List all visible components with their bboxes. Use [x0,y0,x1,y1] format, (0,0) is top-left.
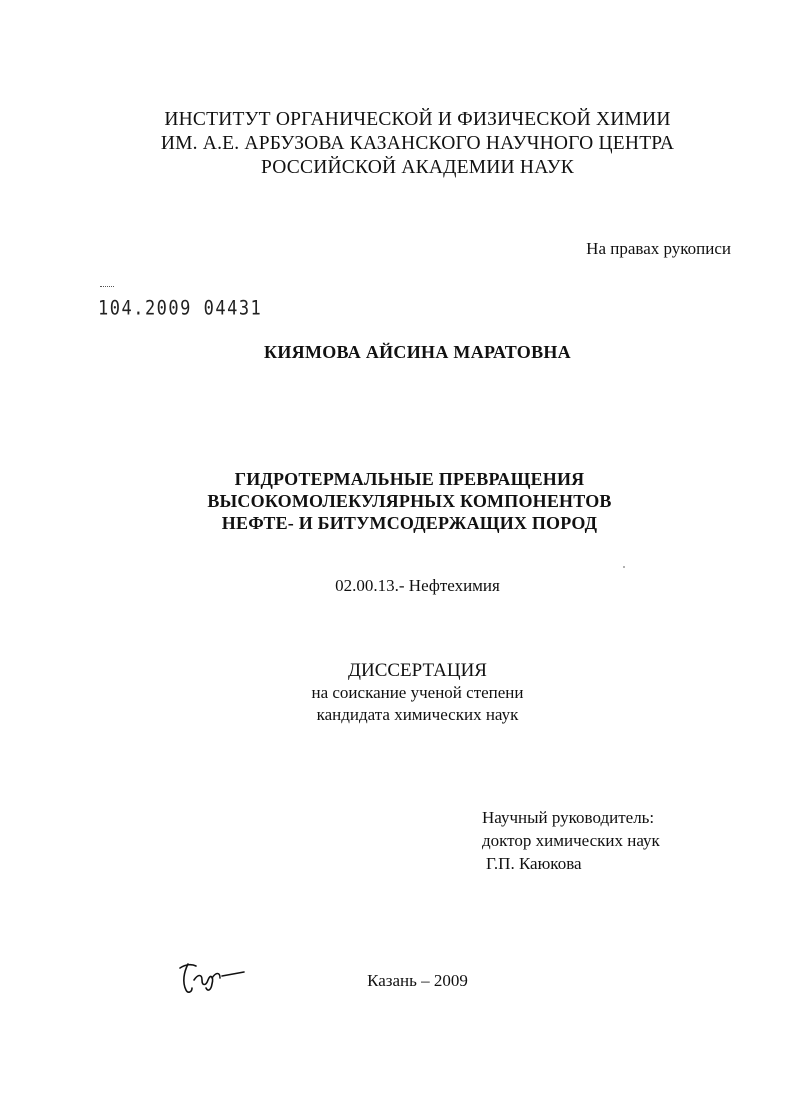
dissertation-line-1: на соискание ученой степени [311,683,524,702]
institute-line-2: ИМ. А.Е. АРБУЗОВА КАЗАНСКОГО НАУЧНОГО ЦЕНТРА [160,133,675,154]
dissertation-heading: ДИССЕРТАЦИЯ [348,660,487,681]
stamp-number: 104.2009 04431 [98,297,263,321]
institute-line-3: РОССИЙСКОЙ АКАДЕМИИ НАУК [261,157,574,178]
title-line-3: НЕФТЕ- И БИТУМСОДЕРЖАЩИХ ПОРОД [221,513,598,533]
institute-header [18,108,799,180]
specialty-code: 02.00.13.- Нефтехимия [335,576,500,595]
supervisor-degree: доктор химических наук [482,831,660,850]
scan-speck [623,566,625,568]
author-name: КИЯМОВА АЙСИНА МАРАТОВНА [264,342,571,362]
title-line-2: ВЫСОКОМОЛЕКУЛЯРНЫХ КОМПОНЕНТОВ [207,491,612,511]
supervisor-block [482,806,660,875]
institute-line-1: ИНСТИТУТ ОРГАНИЧЕСКОЙ И ФИЗИЧЕСКОЙ ХИМИИ [164,109,671,130]
city-year: Казань – 2009 [367,971,468,990]
supervisor-label: Научный руководитель: [482,808,655,827]
stamp-mark [100,286,114,290]
dissertation-title [10,468,799,534]
dissertation-info [18,659,799,726]
title-line-1: ГИДРОТЕРМАЛЬНЫЕ ПРЕВРАЩЕНИЯ [234,469,585,489]
supervisor-name: Г.П. Каюкова [486,854,582,873]
dissertation-line-2: кандидата химических наук [316,705,519,724]
rights-note: На правах рукописи [586,239,731,258]
